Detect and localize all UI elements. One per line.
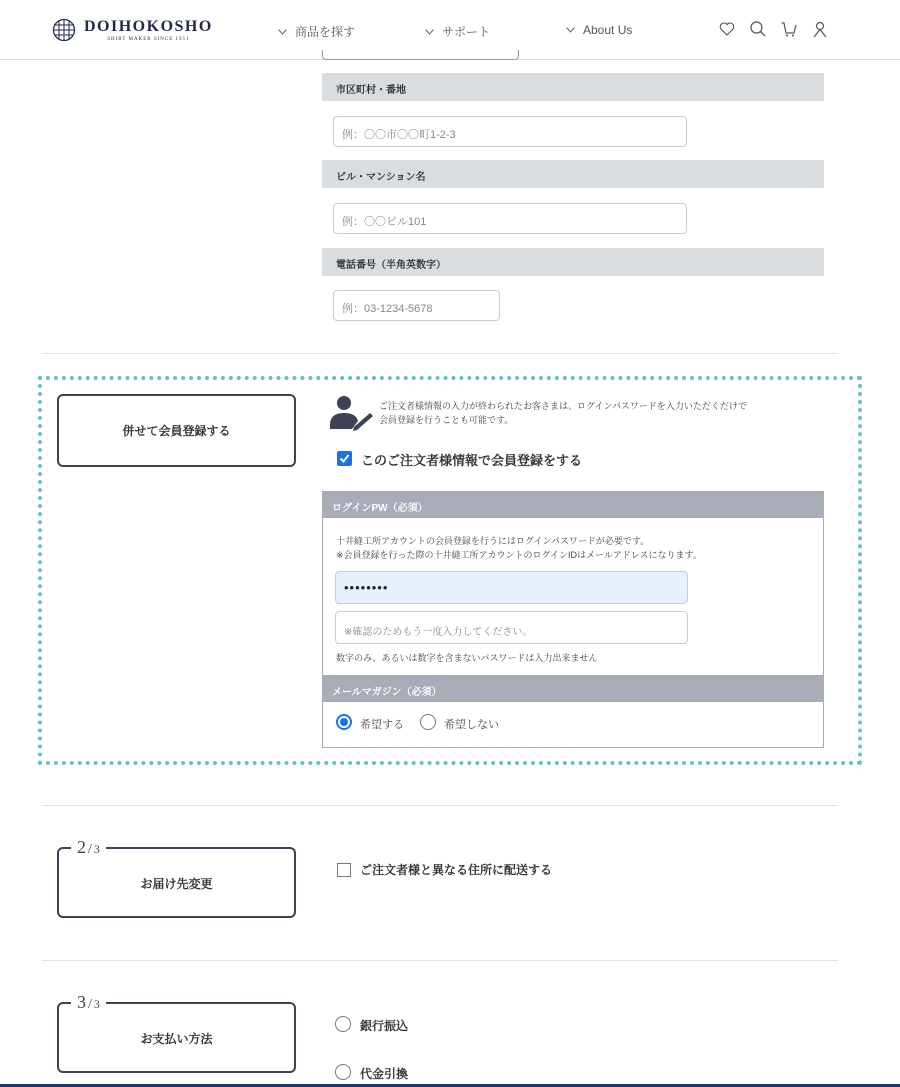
- newsletter-yes-label[interactable]: 希望する: [360, 719, 404, 731]
- cut-off-input[interactable]: [322, 50, 519, 60]
- nav-label: About Us: [583, 23, 633, 37]
- cart-icon[interactable]: [780, 20, 798, 38]
- search-icon[interactable]: [749, 20, 767, 38]
- user-edit-icon: [330, 395, 374, 431]
- newsletter-no-radio[interactable]: [420, 714, 436, 730]
- cash-on-delivery-label[interactable]: 代金引換: [360, 1067, 409, 1081]
- bank-transfer-label[interactable]: 銀行振込: [360, 1019, 409, 1033]
- register-checkbox-label[interactable]: このご注文者様情報で会員登録をする: [361, 453, 583, 468]
- member-note: [379, 399, 829, 427]
- step-current: 3: [77, 992, 86, 1012]
- nav-label: 商品を探す: [295, 25, 356, 39]
- password-confirm-input[interactable]: ※確認のためもう一度入力してください。: [335, 611, 688, 644]
- cash-on-delivery-radio[interactable]: [335, 1064, 351, 1080]
- step-slash: /: [88, 997, 92, 1012]
- heart-icon[interactable]: [718, 20, 736, 38]
- login-pw-note: [336, 534, 702, 562]
- step-total: 3: [93, 997, 100, 1011]
- chevron-down-icon: [566, 27, 575, 33]
- city-input[interactable]: 例：〇〇市〇〇町1-2-3: [333, 116, 687, 147]
- city-field-label: 市区町村・番地: [322, 73, 824, 101]
- login-note-line: ※会員登録を行った際の十井縫工所アカウントのログインIDはメールアドレスになります。: [336, 550, 702, 560]
- alt-address-checkbox[interactable]: [337, 863, 351, 877]
- nav-label: サポート: [442, 25, 491, 39]
- phone-input[interactable]: 例：03-1234-5678: [333, 290, 500, 321]
- newsletter-yes-radio[interactable]: [336, 714, 352, 730]
- password-rule-text: 数字のみ、あるいは数字を含まないパスワードは入力出来ません: [336, 653, 598, 663]
- step-slash: /: [88, 842, 92, 857]
- chevron-down-icon: [425, 29, 434, 35]
- globe-logo-icon: [52, 18, 76, 42]
- nav-about-us[interactable]: [566, 23, 632, 37]
- password-input[interactable]: ••••••••: [335, 571, 688, 604]
- bank-transfer-radio[interactable]: [335, 1016, 351, 1032]
- step-label: お支払い方法: [140, 1032, 213, 1046]
- member-note-line: ご注文者様情報の入力が終わられたお客さまは、ログインパスワードを入力いただくだけで: [379, 401, 747, 411]
- step-total: 3: [93, 842, 100, 856]
- logo-name: DOIHOKOSHO: [84, 17, 213, 35]
- chevron-down-icon: [278, 29, 287, 35]
- newsletter-no-label[interactable]: 希望しない: [444, 719, 499, 731]
- step-number: [71, 837, 106, 860]
- member-note-line: 会員登録を行うことも可能です。: [379, 415, 514, 425]
- logo-tagline: SHIRT MAKER SINCE 1951: [107, 36, 190, 42]
- header-icon-group: [718, 20, 829, 38]
- phone-field-label: 電話番号（半角英数字）: [322, 248, 824, 276]
- building-field-label: ビル・マンション名: [322, 160, 824, 188]
- section-divider: [42, 353, 838, 354]
- user-icon[interactable]: [811, 20, 829, 38]
- step-2-box[interactable]: [57, 837, 296, 918]
- site-logo[interactable]: [52, 18, 213, 42]
- step-number: [71, 992, 106, 1015]
- section-divider: [42, 960, 838, 961]
- register-checkbox[interactable]: [337, 451, 352, 466]
- login-pw-header: ログインPW（必須）: [322, 491, 824, 518]
- step-label: お届け先変更: [140, 877, 213, 891]
- step-3-box[interactable]: [57, 992, 296, 1073]
- section-divider: [42, 805, 838, 806]
- nav-find-products[interactable]: [278, 23, 355, 40]
- register-member-button[interactable]: 併せて会員登録する: [57, 394, 296, 467]
- newsletter-header: メールマガジン（必須）: [322, 675, 824, 702]
- checkmark-icon: [337, 451, 352, 466]
- step-current: 2: [77, 837, 86, 857]
- building-input[interactable]: 例：〇〇ビル101: [333, 203, 687, 234]
- login-note-line: 十井縫工所アカウントの会員登録を行うにはログインパスワードが必要です。: [336, 536, 650, 546]
- alt-address-label[interactable]: ご注文者様と異なる住所に配送する: [360, 863, 553, 877]
- nav-support[interactable]: [425, 23, 490, 40]
